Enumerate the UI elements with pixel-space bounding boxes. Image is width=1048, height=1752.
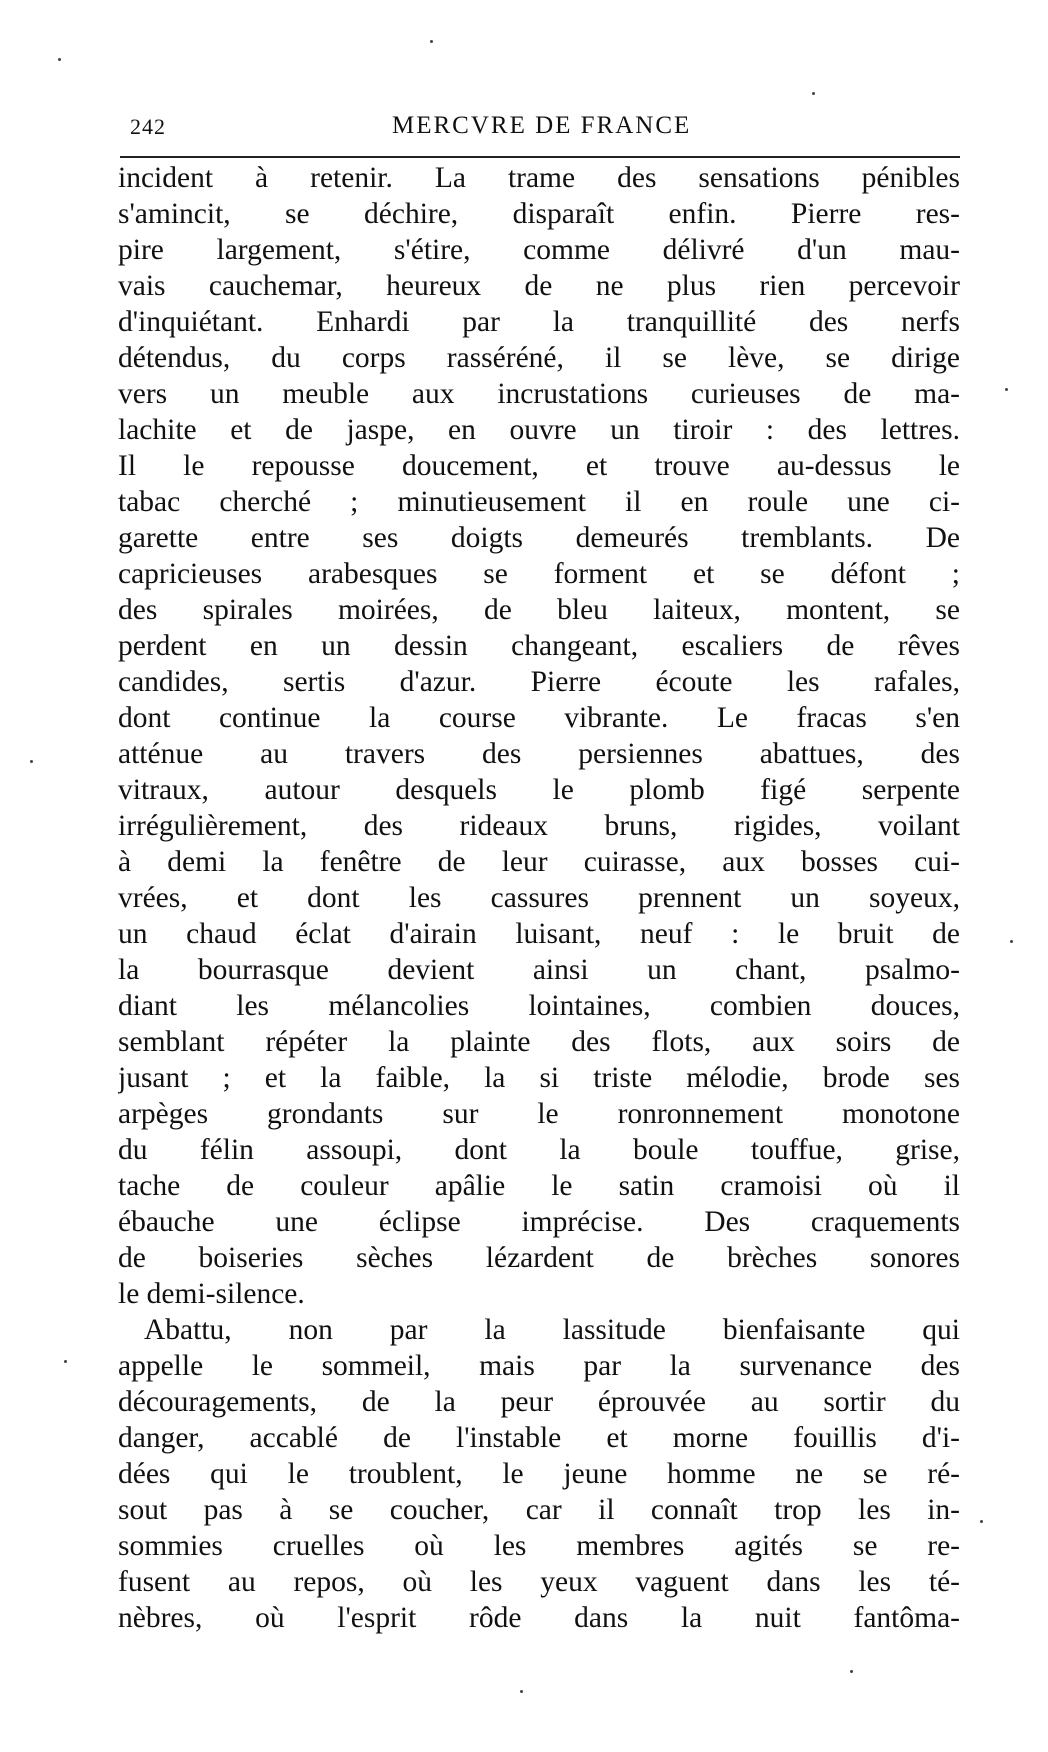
text-line: des spirales moirées, de bleu laiteux, montent, se bbox=[118, 594, 960, 626]
scan-speck bbox=[64, 1360, 67, 1363]
text-line: capricieuses arabesques se forment et se défont ; bbox=[118, 558, 960, 590]
text-line: tache de couleur apâlie le satin cramoisi où il bbox=[118, 1170, 960, 1202]
scan-speck bbox=[812, 92, 815, 95]
scan-speck bbox=[980, 1520, 983, 1523]
text-line: la bourrasque devient ainsi un chant, psalmo- bbox=[118, 954, 960, 986]
text-line: vais cauchemar, heureux de ne plus rien percevoir bbox=[118, 270, 960, 302]
text-line: garette entre ses doigts demeurés tremblants. De bbox=[118, 522, 960, 554]
text-line: d'inquiétant. Enhardi par la tranquillité des nerfs bbox=[118, 306, 960, 338]
text-line: du félin assoupi, dont la boule touffue, grise, bbox=[118, 1134, 960, 1166]
text-line: vitraux, autour desquels le plomb figé serpente bbox=[118, 774, 960, 806]
text-line: sommies cruelles où les membres agités se re- bbox=[118, 1530, 960, 1562]
text-line: atténue au travers des persiennes abattues, des bbox=[118, 738, 960, 770]
text-line: arpèges grondants sur le ronronnement monotone bbox=[118, 1098, 960, 1130]
scan-speck bbox=[30, 760, 33, 763]
header-rule bbox=[120, 156, 960, 158]
text-line: sout pas à se coucher, car il connaît trop les in- bbox=[118, 1494, 960, 1526]
text-line: dont continue la course vibrante. Le fracas s'en bbox=[118, 702, 960, 734]
scan-speck bbox=[430, 40, 433, 43]
text-line: s'amincit, se déchire, disparaît enfin. Pierre res- bbox=[118, 198, 960, 230]
page-number: 242 bbox=[130, 114, 166, 139]
text-line: un chaud éclat d'airain luisant, neuf : le bruit de bbox=[118, 918, 960, 950]
text-line: perdent en un dessin changeant, escaliers de rêves bbox=[118, 630, 960, 662]
body-text bbox=[118, 160, 960, 1636]
text-line: nèbres, où l'esprit rôde dans la nuit fantôma- bbox=[118, 1602, 960, 1634]
text-line: détendus, du corps rasséréné, il se lève, se dirige bbox=[118, 342, 960, 374]
text-line: candides, sertis d'azur. Pierre écoute les rafales, bbox=[118, 666, 960, 698]
text-line: lachite et de jaspe, en ouvre un tiroir : des lettres. bbox=[118, 414, 960, 446]
text-line: Il le repousse doucement, et trouve au-dessus le bbox=[118, 450, 960, 482]
text-line: à demi la fenêtre de leur cuirasse, aux bosses cui- bbox=[118, 846, 960, 878]
text-line: irrégulièrement, des rideaux bruns, rigides, voilant bbox=[118, 810, 960, 842]
running-head bbox=[120, 104, 960, 144]
text-line: Abattu, non par la lassitude bienfaisante qui bbox=[144, 1314, 960, 1346]
text-line: vrées, et dont les cassures prennent un soyeux, bbox=[118, 882, 960, 914]
text-line: diant les mélancolies lointaines, combien douces, bbox=[118, 990, 960, 1022]
text-line: découragements, de la peur éprouvée au sortir du bbox=[118, 1386, 960, 1418]
text-line: incident à retenir. La trame des sensations pénibles bbox=[118, 162, 960, 194]
scan-speck bbox=[850, 1670, 853, 1673]
text-line: appelle le sommeil, mais par la survenance des bbox=[118, 1350, 960, 1382]
text-line: tabac cherché ; minutieusement il en roule une ci- bbox=[118, 486, 960, 518]
text-line: dées qui le troublent, le jeune homme ne se ré- bbox=[118, 1458, 960, 1490]
text-line: le demi-silence. bbox=[118, 1278, 305, 1310]
text-line: jusant ; et la faible, la si triste mélodie, brode ses bbox=[118, 1062, 960, 1094]
text-line: semblant répéter la plainte des flots, aux soirs de bbox=[118, 1026, 960, 1058]
journal-title: MERCVRE DE FRANCE bbox=[392, 112, 692, 139]
scan-speck bbox=[1005, 388, 1008, 391]
text-line: vers un meuble aux incrustations curieuses de ma- bbox=[118, 378, 960, 410]
text-line: de boiseries sèches lézardent de brèches sonores bbox=[118, 1242, 960, 1274]
text-line: danger, accablé de l'instable et morne fouillis d'i- bbox=[118, 1422, 960, 1454]
scan-speck bbox=[520, 1690, 523, 1693]
text-line: pire largement, s'étire, comme délivré d'un mau- bbox=[118, 234, 960, 266]
text-line: fusent au repos, où les yeux vaguent dans les té- bbox=[118, 1566, 960, 1598]
scan-speck bbox=[1010, 940, 1013, 943]
text-line: ébauche une éclipse imprécise. Des craquements bbox=[118, 1206, 960, 1238]
scan-speck bbox=[58, 58, 61, 61]
